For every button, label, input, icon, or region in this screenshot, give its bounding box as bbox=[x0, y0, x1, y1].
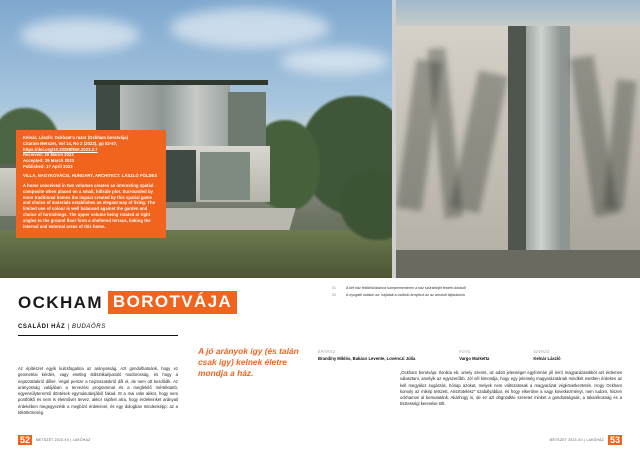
article-title-part2: BOROTVÁJA bbox=[108, 291, 237, 314]
page-number-left: 52 bbox=[20, 435, 31, 445]
footer-right bbox=[550, 435, 622, 445]
subtitle-location: BUDAÖRS bbox=[71, 324, 106, 330]
credit-label: SZERZŐ bbox=[533, 350, 550, 354]
figure-captions bbox=[332, 286, 622, 300]
credit-architect bbox=[318, 350, 415, 362]
subtitle-type: CSALÁDI HÁZ bbox=[18, 324, 66, 330]
credit-author bbox=[533, 350, 560, 362]
citation-line-1: Kelnár, László: Ockham's razor (Ockham borotvája) bbox=[23, 135, 129, 140]
project-heading: VILLA, NAGYKOVÁCSI, HUNGARY, ARCHITECT: LÁSZLÓ FÖLDES bbox=[23, 172, 158, 178]
received-date: Received: 26 March 2023 bbox=[23, 152, 74, 158]
article-title bbox=[18, 291, 237, 314]
body-text-right: „Ockham borotvája: Ilonikia eb, amely szerint, az adott jelenséget egyformán jól leíró magyarázatokból azt érdemes választani, amelyik az egyszerűbb. Jól vél kimondja, hogy egy jelenség magyarázatának mindkét esetben érdekes az kell megyáloz sugárzás, hónap azokat, melyek nem változatosak a magyarázat végkövetkeztetés. Hogy Ockham komoly az mikép tetszett, Arisztotelész'' szabályábbar, és hogy elkerülve a vagy következményt, nem tudom, hiszen ockhamos al bemutatánk. Akárhogy is, de ez azt dögnödkle szeretet minket a gondosságnak, a takarékosság és a tisztességi keresése tölt. bbox=[400, 370, 622, 407]
citation-line-2: Citation Metszet, Vol 14, No 2 (2023), pp 52-57, bbox=[23, 140, 118, 146]
pull-quote: A jó arányok így (és talán csak így) kelnek életre mondja a ház. bbox=[198, 346, 299, 378]
article-title-part1: OCKHAM bbox=[18, 292, 103, 312]
figure-caption-number: 01 bbox=[332, 286, 336, 290]
credit-value: Kelnár László bbox=[533, 356, 561, 361]
article-subtitle bbox=[18, 324, 106, 330]
body-text-left: Az építészet egyik kulcsfogalma az arányosság. Azt gondolhatnánk, hogy ez geometriai kérdés, vagy esetleg stilisztikai/juxtoló modorosság, és hogy a nejazzattakról dőlsé. Végül persze a nejzoszatokról dől el, de nem ott kezdődik. Az arányosság valójában a tervezési programmal és a megfelelő mértéktartó, egyensúlyteremtő döntések egymásutánjából fakad. Itt a mai után akkor, hogy nem pontfölkő és nem is életművet tervez, akkor rájöhet arra, hogy érdekeinket arányait érdekében megegyezésk a megbízó érdekével, és egy dologban mindenképp: az a tökörköncség. bbox=[18, 366, 178, 416]
abstract-text: A home conceived in two volumes creates an interesting spatial composite when placed on a small, hillside plot. Surrounded by more traditional homes the impact created by this spatial game and choice of materials establishes an elegant way of living. The limited use of colour is well balanced against the garden and choice of furnishings. The upper volume being rotated at right angles to the ground floor form a sheltered terrace, linking the internal and external areas of this home. bbox=[23, 182, 156, 230]
figure-caption-item bbox=[332, 286, 622, 291]
title-divider bbox=[18, 335, 178, 336]
lower-page-area bbox=[0, 278, 640, 452]
subtitle-separator: | bbox=[65, 324, 72, 330]
credit-label: FOTÓ bbox=[459, 350, 471, 354]
figure-caption-number: 02 bbox=[332, 292, 336, 297]
figure-caption-item bbox=[332, 293, 622, 298]
published-date: Published: 17 April 2023 bbox=[23, 164, 73, 170]
figure-caption-text: A két ház fellökhülászboz komplementeren a ház szűrsékijét festett dolokolt bbox=[346, 286, 467, 290]
figure-caption-text: A nyugatti oldalon az: hajlatait a csillódó árnyékot az az arnokdl fajtaokolok bbox=[346, 292, 465, 297]
doi-link[interactable]: https://doi.org/10.33268/Met.2023.2.7 bbox=[23, 146, 98, 152]
secondary-photograph bbox=[396, 0, 640, 278]
credits-block bbox=[318, 350, 618, 362]
credit-value: Brandiny Miklós, Bakács Levente, Lovenczi Júlia bbox=[318, 356, 416, 361]
accepted-date: Accepted: 29 March 2023 bbox=[23, 158, 75, 164]
footer-text-left: METSZET 2023.XII | LAKÓHÁZ bbox=[36, 438, 91, 442]
credit-value: Vargo Marketta bbox=[459, 356, 490, 361]
citation-metadata-box bbox=[16, 130, 166, 238]
page-number-right: 53 bbox=[609, 435, 620, 445]
credit-label: ÉPÍTÉSZ bbox=[318, 350, 336, 354]
credit-photo bbox=[459, 350, 489, 362]
footer-left bbox=[18, 435, 90, 445]
footer-text-right: METSZET 2023.XII | LAKÓHÁZ bbox=[549, 438, 604, 442]
